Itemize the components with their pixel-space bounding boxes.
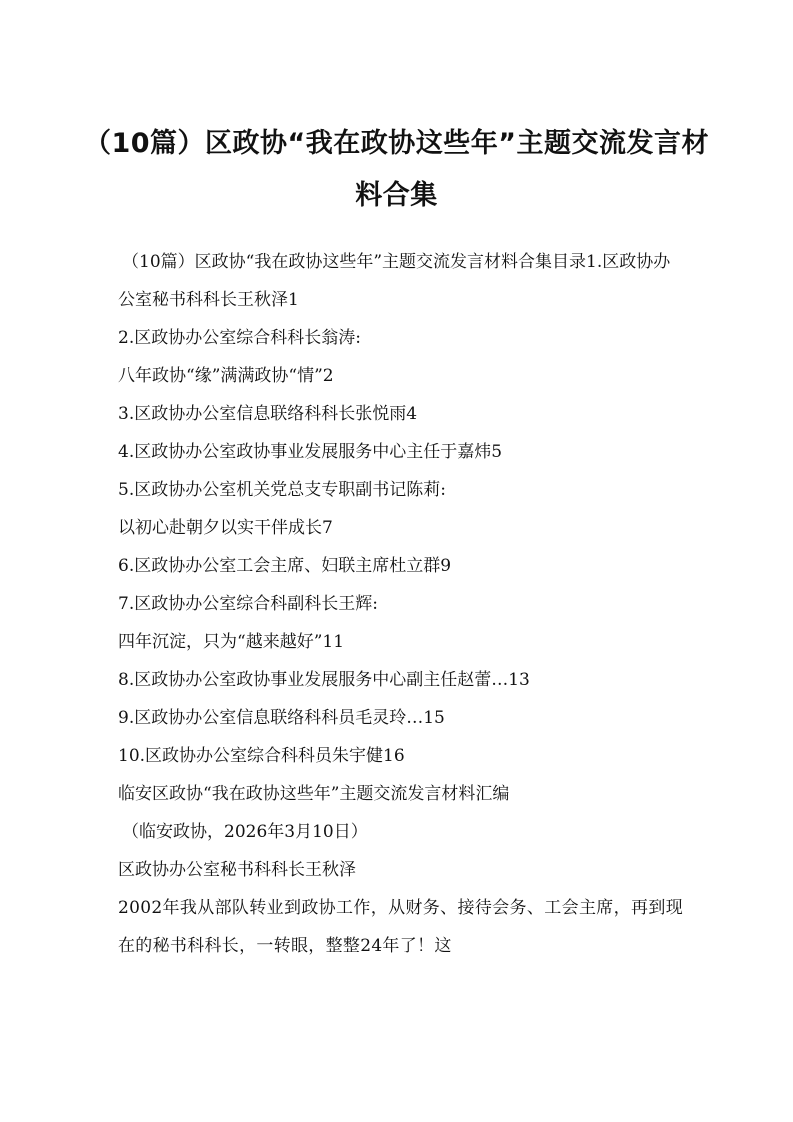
toc-item-4: 4.区政协办公室政协事业发展服务中心主任于嘉炜5 bbox=[118, 442, 503, 462]
toc-intro: （10篇）区政协“我在政协这些年”主题交流发言材料合集目录1.区政协办公室秘书科科长王秋泽1 bbox=[118, 252, 671, 310]
toc-item-9: 9.区政协办公室信息联络科科员毛灵玲…15 bbox=[118, 708, 445, 728]
speaker-line: 区政协办公室秘书科科长王秋泽 bbox=[118, 860, 356, 880]
section-source: （临安政协，2026年3月10日） bbox=[122, 822, 368, 842]
toc-item-10: 10.区政协办公室综合科科员朱宇健16 bbox=[118, 746, 405, 766]
toc-item-8: 8.区政协办公室政协事业发展服务中心副主任赵蕾…13 bbox=[118, 670, 530, 690]
toc-item-6: 6.区政协办公室工会主席、妇联主席杜立群9 bbox=[118, 556, 452, 576]
document-title: （10篇）区政协“我在政协这些年”主题交流发言材料合集 bbox=[83, 128, 710, 211]
section-heading: 临安区政协“我在政协这些年”主题交流发言材料汇编 bbox=[118, 784, 510, 804]
toc-item-5-subtitle: 以初心赴朝夕以实干伴成长7 bbox=[118, 518, 333, 538]
body-paragraph: 2002年我从部队转业到政协工作，从财务、接待会务、工会主席，再到现在的秘书科科长，一转眼，整整24年了！这 bbox=[118, 898, 683, 956]
toc-item-2: 2.区政协办公室综合科科长翁涛: bbox=[118, 328, 361, 348]
toc-item-2-subtitle: 八年政协“缘”满满政协“情”2 bbox=[118, 366, 334, 386]
toc-item-3: 3.区政协办公室信息联络科科长张悦雨4 bbox=[118, 404, 418, 424]
toc-item-5: 5.区政协办公室机关党总支专职副书记陈莉: bbox=[118, 480, 446, 500]
toc-item-7-subtitle: 四年沉淀，只为“越来越好”11 bbox=[118, 632, 345, 652]
toc-item-7: 7.区政协办公室综合科副科长王辉: bbox=[118, 594, 378, 614]
document-body bbox=[118, 243, 683, 965]
